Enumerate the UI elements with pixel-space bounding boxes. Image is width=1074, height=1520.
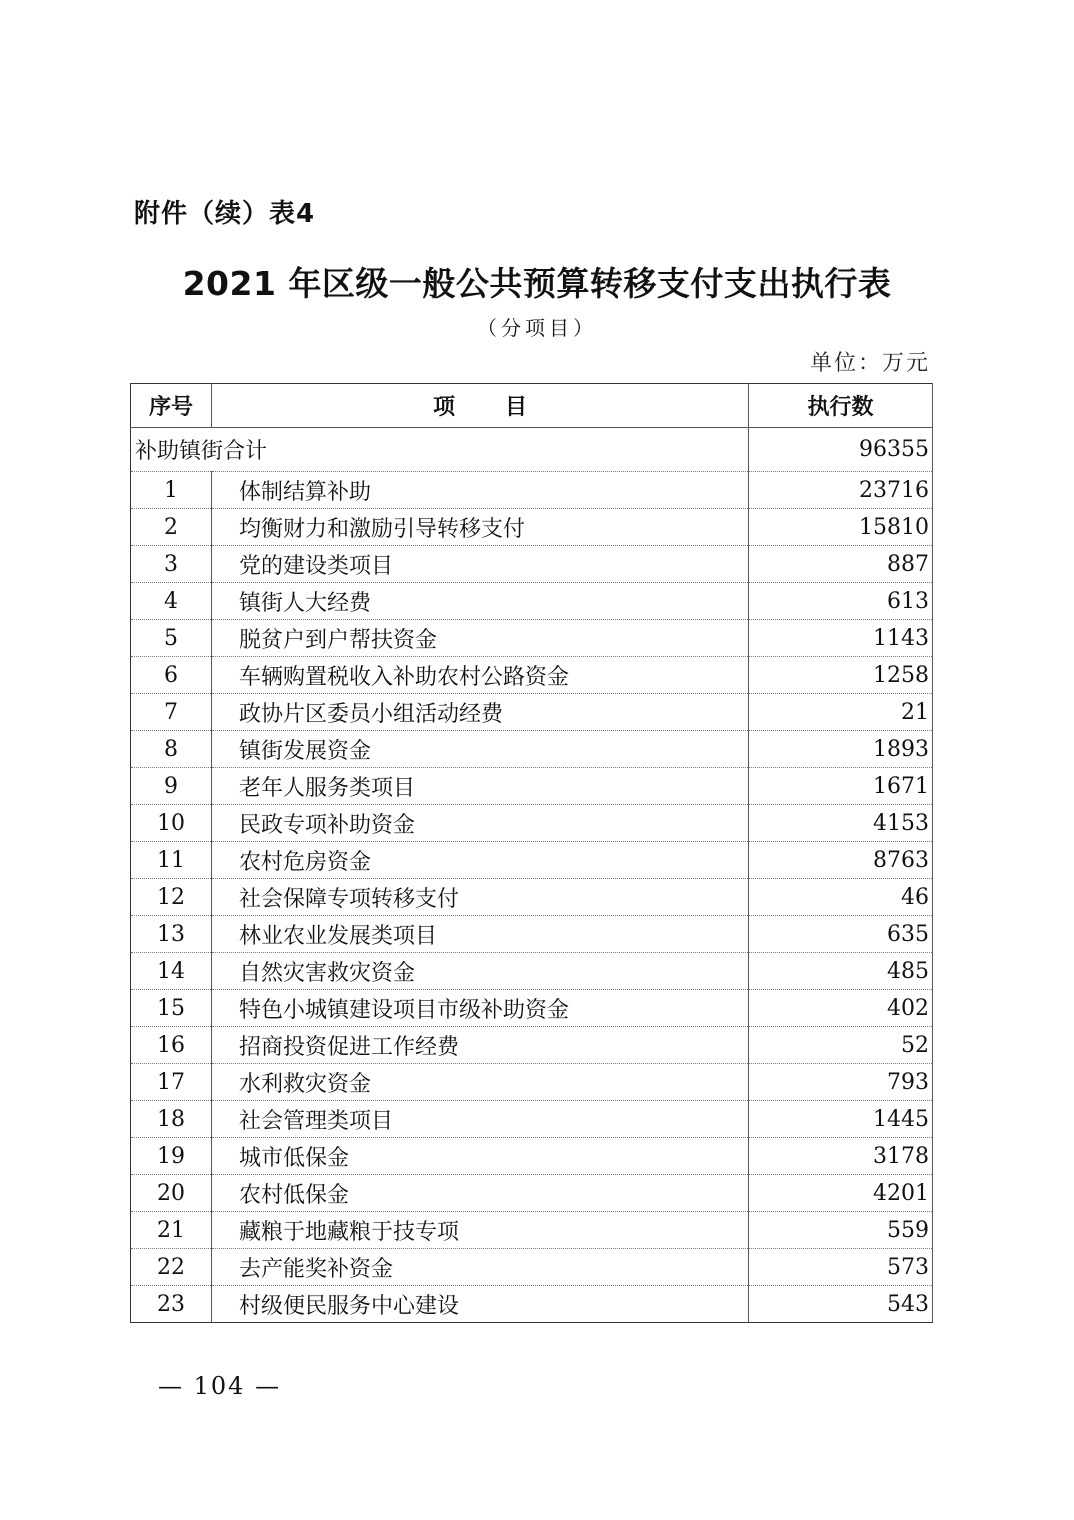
row-seq: 5 (131, 620, 212, 657)
table-row (131, 657, 933, 694)
row-name: 脱贫户到户帮扶资金 (212, 620, 749, 657)
row-seq: 17 (131, 1064, 212, 1101)
table-row (131, 1175, 933, 1212)
row-seq: 12 (131, 879, 212, 916)
row-seq: 13 (131, 916, 212, 953)
row-amount: 46 (749, 879, 933, 916)
row-amount: 402 (749, 990, 933, 1027)
row-name: 镇街发展资金 (212, 731, 749, 768)
table-row (131, 1101, 933, 1138)
row-name: 镇街人大经费 (212, 583, 749, 620)
row-seq: 21 (131, 1212, 212, 1249)
table-row (131, 879, 933, 916)
row-amount: 52 (749, 1027, 933, 1064)
table-row (131, 842, 933, 879)
row-name: 藏粮于地藏粮于技专项 (212, 1212, 749, 1249)
row-amount: 1893 (749, 731, 933, 768)
row-amount: 1445 (749, 1101, 933, 1138)
row-amount: 887 (749, 546, 933, 583)
budget-table (130, 383, 933, 1323)
table-row (131, 620, 933, 657)
row-name: 去产能奖补资金 (212, 1249, 749, 1286)
page-subtitle: （分项目） (477, 316, 597, 340)
row-amount: 1143 (749, 620, 933, 657)
row-name: 民政专项补助资金 (212, 805, 749, 842)
row-amount: 635 (749, 916, 933, 953)
row-seq: 14 (131, 953, 212, 990)
row-seq: 9 (131, 768, 212, 805)
table-row (131, 509, 933, 546)
row-name: 政协片区委员小组活动经费 (212, 694, 749, 731)
row-name: 城市低保金 (212, 1138, 749, 1175)
table-row (131, 916, 933, 953)
row-name: 车辆购置税收入补助农村公路资金 (212, 657, 749, 694)
row-name: 自然灾害救灾资金 (212, 953, 749, 990)
row-name: 党的建设类项目 (212, 546, 749, 583)
row-seq: 18 (131, 1101, 212, 1138)
row-name: 体制结算补助 (212, 472, 749, 509)
table-row (131, 583, 933, 620)
row-amount: 4201 (749, 1175, 933, 1212)
table-row (131, 1027, 933, 1064)
row-amount: 543 (749, 1286, 933, 1323)
row-amount: 793 (749, 1064, 933, 1101)
row-amount: 613 (749, 583, 933, 620)
row-name: 农村低保金 (212, 1175, 749, 1212)
total-label: 补助镇街合计 (131, 428, 749, 472)
row-name: 招商投资促进工作经费 (212, 1027, 749, 1064)
row-seq: 4 (131, 583, 212, 620)
row-name: 社会管理类项目 (212, 1101, 749, 1138)
row-amount: 15810 (749, 509, 933, 546)
row-amount: 3178 (749, 1138, 933, 1175)
table-row (131, 1286, 933, 1323)
row-seq: 3 (131, 546, 212, 583)
row-seq: 11 (131, 842, 212, 879)
table-header-row (131, 384, 933, 428)
table-row (131, 546, 933, 583)
column-header-seq: 序号 (131, 384, 212, 428)
row-amount: 485 (749, 953, 933, 990)
table-row (131, 472, 933, 509)
row-name: 水利救灾资金 (212, 1064, 749, 1101)
page-number: — 104 — (158, 1372, 282, 1400)
row-name: 村级便民服务中心建设 (212, 1286, 749, 1323)
row-seq: 16 (131, 1027, 212, 1064)
row-seq: 19 (131, 1138, 212, 1175)
row-seq: 1 (131, 472, 212, 509)
row-seq: 10 (131, 805, 212, 842)
table-row (131, 1064, 933, 1101)
row-name: 农村危房资金 (212, 842, 749, 879)
row-name: 均衡财力和激励引导转移支付 (212, 509, 749, 546)
column-header-project: 项目 (212, 384, 749, 428)
table-row (131, 694, 933, 731)
total-row (131, 428, 933, 472)
row-amount: 573 (749, 1249, 933, 1286)
table-row (131, 953, 933, 990)
table-row (131, 1249, 933, 1286)
unit-label: 单位：万元 (809, 351, 930, 376)
table-row (131, 768, 933, 805)
row-seq: 22 (131, 1249, 212, 1286)
row-name: 林业农业发展类项目 (212, 916, 749, 953)
row-name: 老年人服务类项目 (212, 768, 749, 805)
row-amount: 1258 (749, 657, 933, 694)
attachment-label: 附件（续）表4 (134, 199, 316, 229)
row-seq: 23 (131, 1286, 212, 1323)
row-amount: 559 (749, 1212, 933, 1249)
row-amount: 21 (749, 694, 933, 731)
page-title: 2021 年区级一般公共预算转移支付支出执行表 (182, 264, 892, 303)
row-seq: 8 (131, 731, 212, 768)
row-name: 特色小城镇建设项目市级补助资金 (212, 990, 749, 1027)
row-name: 社会保障专项转移支付 (212, 879, 749, 916)
table-row (131, 1212, 933, 1249)
row-amount: 23716 (749, 472, 933, 509)
row-amount: 8763 (749, 842, 933, 879)
row-seq: 20 (131, 1175, 212, 1212)
row-seq: 2 (131, 509, 212, 546)
total-amount: 96355 (749, 428, 933, 472)
column-header-amount: 执行数 (749, 384, 933, 428)
table-row (131, 805, 933, 842)
row-amount: 1671 (749, 768, 933, 805)
table-row (131, 1138, 933, 1175)
table-row (131, 990, 933, 1027)
table-row (131, 731, 933, 768)
row-seq: 6 (131, 657, 212, 694)
row-seq: 7 (131, 694, 212, 731)
row-amount: 4153 (749, 805, 933, 842)
row-seq: 15 (131, 990, 212, 1027)
